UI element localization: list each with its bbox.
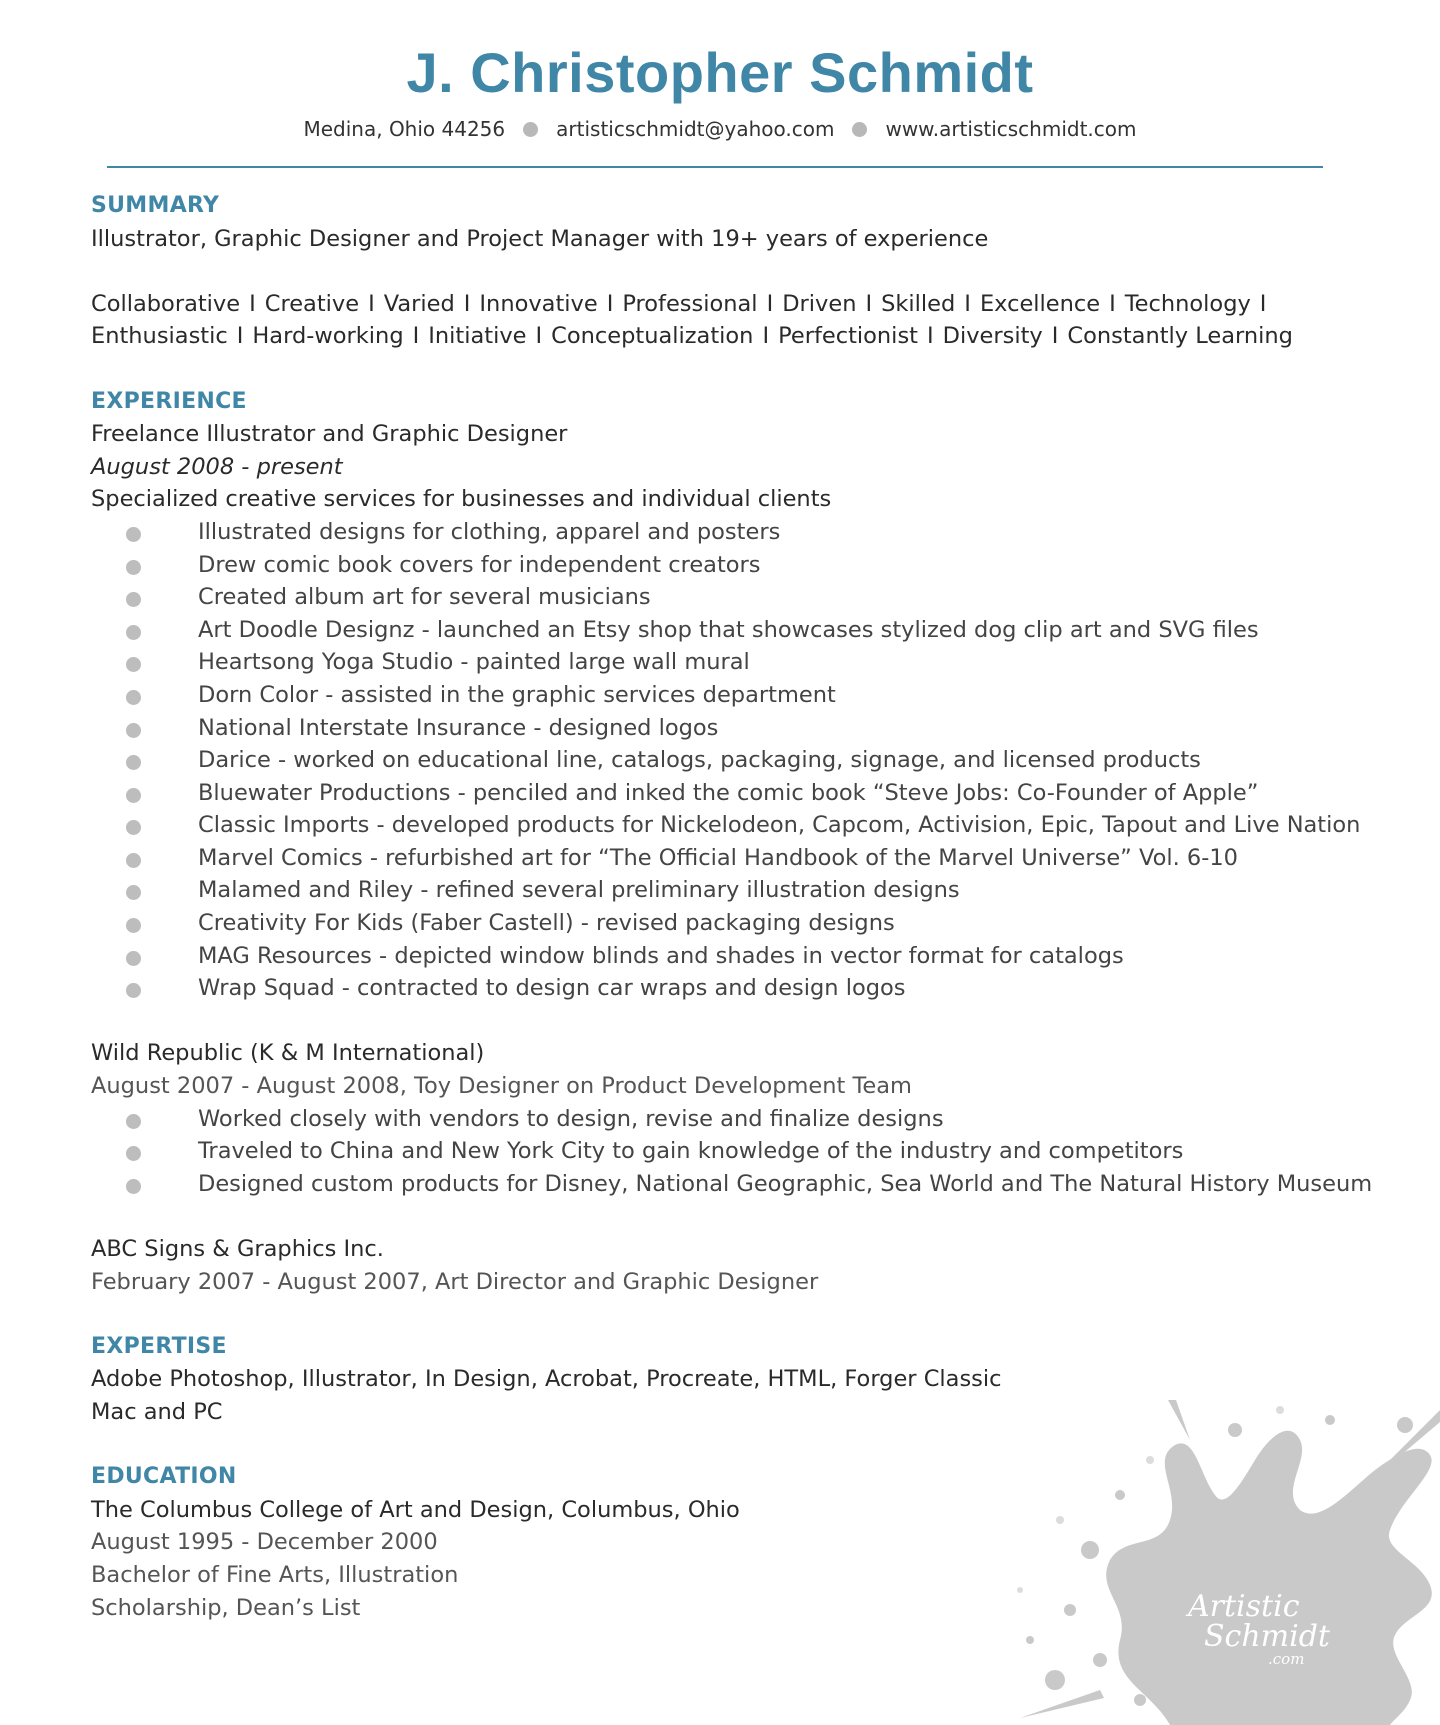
expertise-software: Adobe Photoshop, Illustrator, In Design, Acrobat, Procreate, HTML, Forger Classic — [91, 1366, 1002, 1393]
trait-item: Constantly Learning — [1067, 323, 1293, 350]
trait-item: Excellence — [979, 290, 1101, 317]
job-bullet-item — [91, 1103, 1391, 1136]
trait-separator: I — [606, 290, 614, 317]
traits-line-1 — [91, 288, 1391, 321]
job-bullet-text: Worked closely with vendors to design, revise and finalize designs — [198, 1105, 944, 1132]
summary-text: Illustrator, Graphic Designer and Project Manager with 19+ years of experience — [91, 225, 989, 252]
trait-separator: I — [236, 323, 244, 350]
bullet-dot-icon — [126, 625, 141, 640]
job-bullet-text: Bluewater Productions - penciled and inked the comic book “Steve Jobs: Co-Founder of Apple” — [198, 779, 1259, 806]
separator-dot — [852, 122, 867, 137]
job-bullet-text: Dorn Color - assisted in the graphic services department — [198, 681, 836, 708]
trait-separator: I — [249, 290, 256, 317]
trait-separator: I — [766, 290, 774, 317]
trait-separator: I — [463, 290, 471, 317]
job-bullet-item — [91, 1168, 1391, 1201]
trait-item: Professional — [622, 290, 758, 317]
trait-separator: I — [1109, 290, 1116, 317]
trait-item: Initiative — [428, 323, 527, 350]
job-bullet-item — [91, 516, 1391, 549]
job-bullet-text: Illustrated designs for clothing, apparel and posters — [198, 518, 781, 545]
job-dates: August 2007 - August 2008, Toy Designer on Product Development Team — [91, 1073, 912, 1100]
bullet-dot-icon — [126, 951, 141, 966]
bullet-dot-icon — [126, 1146, 141, 1161]
job-bullet-item — [91, 614, 1391, 647]
job-bullet-text: Art Doodle Designz - launched an Etsy shop that showcases stylized dog clip art and SVG files — [198, 616, 1259, 643]
trait-item: Skilled — [881, 290, 956, 317]
job-bullet-item — [91, 549, 1391, 582]
paint-splatter-logo — [1000, 1400, 1440, 1725]
trait-item: Hard-working — [252, 323, 404, 350]
trait-separator: I — [535, 323, 543, 350]
job-description: Specialized creative services for businesses and individual clients — [91, 486, 832, 513]
job-bullet-item — [91, 1135, 1391, 1168]
job-bullet-item — [91, 679, 1391, 712]
bullet-dot-icon — [126, 657, 141, 672]
header-divider — [107, 166, 1323, 168]
bullet-dot-icon — [126, 820, 141, 835]
expertise-platforms: Mac and PC — [91, 1398, 223, 1425]
summary-heading: SUMMARY — [91, 193, 220, 218]
bullet-dot-icon — [126, 788, 141, 803]
experience-heading: EXPERIENCE — [91, 388, 247, 414]
job-bullet-text: National Interstate Insurance - designed logos — [198, 714, 719, 741]
website-link[interactable]: www.artisticschmidt.com — [885, 117, 1137, 141]
job-bullet-text: Heartsong Yoga Studio - painted large wall mural — [198, 649, 750, 676]
trait-separator: I — [865, 290, 873, 317]
job-bullet-item — [91, 842, 1391, 875]
trait-item: Driven — [782, 290, 857, 317]
trait-item: Technology — [1124, 290, 1251, 317]
bullet-dot-icon — [126, 1179, 141, 1194]
job-title: Freelance Illustrator and Graphic Designer — [91, 421, 568, 448]
job-bullet-text: Traveled to China and New York City to gain knowledge of the industry and competitors — [198, 1138, 1184, 1165]
contact-line — [0, 117, 1440, 141]
location-text: Medina, Ohio 44256 — [303, 117, 506, 141]
education-dates: August 1995 - December 2000 — [91, 1529, 438, 1556]
education-degree: Bachelor of Fine Arts, Illustration — [91, 1561, 459, 1588]
trait-separator: I — [762, 323, 770, 350]
resume-name: J. Christopher Schmidt — [406, 41, 1034, 104]
expertise-heading: EXPERTISE — [91, 1333, 227, 1359]
job-bullet-text: Created album art for several musicians — [198, 584, 651, 611]
bullet-dot-icon — [126, 755, 141, 770]
education-school: The Columbus College of Art and Design, Columbus, Ohio — [91, 1496, 740, 1523]
job-bullet-item — [91, 907, 1391, 940]
job-bullet-list — [91, 516, 1391, 1005]
job-bullet-item — [91, 581, 1391, 614]
trait-item: Creative — [264, 290, 360, 317]
job-bullet-item — [91, 712, 1391, 745]
job-bullet-text: Darice - worked on educational line, catalogs, packaging, signage, and licensed products — [198, 747, 1201, 774]
job-bullet-list — [91, 1103, 1391, 1201]
job-bullet-text: Creativity For Kids (Faber Castell) - revised packaging designs — [198, 910, 895, 937]
trait-separator: I — [964, 290, 971, 317]
job-dates: August 2008 - present — [91, 453, 343, 480]
trait-separator: I — [926, 323, 934, 350]
bullet-dot-icon — [126, 592, 141, 607]
trait-separator: I — [412, 323, 420, 350]
bullet-dot-icon — [126, 690, 141, 705]
trait-item: Innovative — [479, 290, 598, 317]
trait-item: Collaborative — [91, 290, 241, 317]
job-bullet-text: Wrap Squad - contracted to design car wraps and design logos — [198, 975, 906, 1002]
trait-item: Conceptualization — [551, 323, 754, 350]
job-bullet-text: Malamed and Riley - refined several preliminary illustration designs — [198, 877, 960, 904]
bullet-dot-icon — [126, 885, 141, 900]
education-heading: EDUCATION — [91, 1464, 237, 1490]
trait-separator: I — [1259, 290, 1267, 317]
bullet-dot-icon — [126, 527, 141, 542]
trait-item: Varied — [383, 290, 455, 317]
trait-item: Enthusiastic — [91, 323, 228, 350]
trait-item: Perfectionist — [778, 323, 918, 350]
bullet-dot-icon — [126, 918, 141, 933]
job-bullet-item — [91, 874, 1391, 907]
job-dates: February 2007 - August 2007, Art Director and Graphic Designer — [91, 1268, 819, 1295]
bullet-dot-icon — [126, 1114, 141, 1129]
logo-line-2: Schmidt — [1204, 1619, 1330, 1654]
job-bullet-text: Designed custom products for Disney, National Geographic, Sea World and The Natural History Museum — [198, 1170, 1373, 1197]
bullet-dot-icon — [126, 983, 141, 998]
job-bullet-text: Marvel Comics - refurbished art for “The Official Handbook of the Marvel Universe” Vol. 6-10 — [198, 844, 1238, 871]
separator-dot — [523, 122, 538, 137]
job-title: Wild Republic (K & M International) — [91, 1040, 485, 1067]
job-bullet-item — [91, 972, 1391, 1005]
job-bullet-item — [91, 809, 1391, 842]
bullet-dot-icon — [126, 560, 141, 575]
trait-separator: I — [1051, 323, 1059, 350]
logo-line-3: .com — [1268, 1650, 1305, 1668]
traits-line-2 — [91, 320, 1391, 353]
logo-text — [1188, 1589, 1348, 1668]
job-title: ABC Signs & Graphics Inc. — [91, 1236, 384, 1262]
job-bullet-text: MAG Resources - depicted window blinds and shades in vector format for catalogs — [198, 942, 1124, 969]
email-link[interactable]: artisticschmidt@yahoo.com — [556, 117, 835, 141]
education-honors: Scholarship, Dean’s List — [91, 1594, 361, 1621]
job-bullet-item — [91, 940, 1391, 973]
job-bullet-text: Classic Imports - developed products for Nickelodeon, Capcom, Activision, Epic, Tapout and Live Nation — [198, 812, 1361, 839]
job-bullet-text: Drew comic book covers for independent creators — [198, 551, 761, 578]
logo-line-1: Artistic — [1188, 1589, 1300, 1624]
bullet-dot-icon — [126, 723, 141, 738]
job-bullet-item — [91, 646, 1391, 679]
trait-separator: I — [368, 290, 375, 317]
trait-item: Diversity — [942, 323, 1043, 350]
job-bullet-item — [91, 744, 1391, 777]
bullet-dot-icon — [126, 853, 141, 868]
job-bullet-item — [91, 777, 1391, 810]
